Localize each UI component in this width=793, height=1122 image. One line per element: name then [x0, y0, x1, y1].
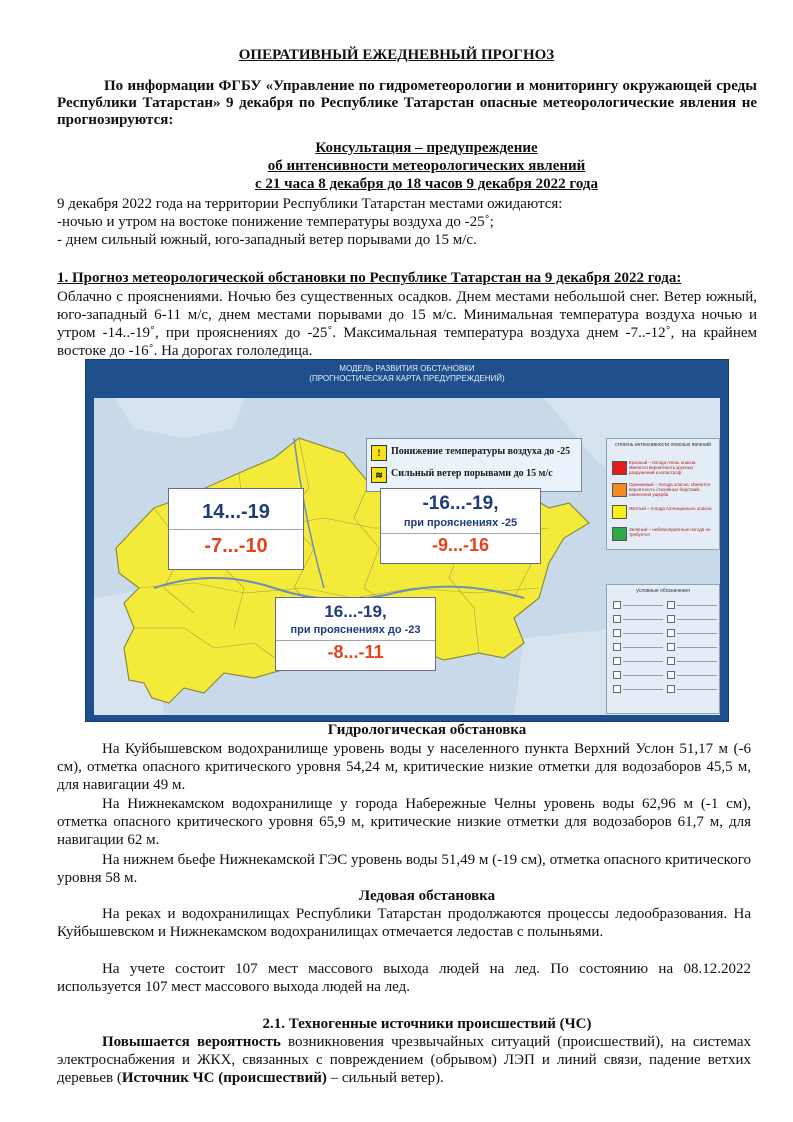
temp-day-value: -7...-10 [204, 535, 268, 557]
warnings-panel [366, 438, 582, 492]
temp-night-value: 14...-19 [202, 501, 270, 523]
symbol-icon [613, 643, 621, 651]
hydro-heading: Гидрологическая обстановка [327, 722, 527, 738]
section-1-text: Облачно с прояснениями. Ночью без существенных осадков. Днем местами небольшой снег. Ветер южный, юго-западный 6-11 м/с, днем местами порывами до 15 м/с. Минимальная температура воздуха ночью и утром -14..-19˚, при прояснениях до -25˚. Максимальная температура воздуха днем -7..-12˚, на крайнем востоке до -16˚. На дорогах гололедица. [57, 289, 757, 359]
forecast-map [85, 359, 729, 722]
symbol-icon [667, 601, 675, 609]
symbol-icon [613, 601, 621, 609]
warning-icon: ! [371, 445, 387, 461]
symbols-legend-title: условные обозначения [636, 588, 690, 594]
consult-heading-3: с 21 часа 8 декабря до 18 часов 9 декабря 2022 года [255, 176, 598, 192]
map-area [94, 398, 720, 715]
intensity-legend-title: степень интенсивности опасных явлений [615, 442, 711, 448]
temp-clear-value: при прояснениях -25 [403, 517, 518, 529]
symbols-legend [606, 584, 720, 714]
symbol-icon [613, 685, 621, 693]
legend-yellow-swatch [612, 505, 627, 519]
temp-box-west [168, 488, 304, 570]
symbol-icon [667, 685, 675, 693]
consult-line: 9 декабря 2022 года на территории Республики Татарстан местами ожидаются: [57, 196, 563, 212]
tech-heading: 2.1. Техногенные источники происшествий (ЧС) [262, 1016, 592, 1032]
consult-heading-1: Консультация – предупреждение [315, 140, 538, 156]
consult-heading-2: об интенсивности метеорологических явлений [267, 158, 586, 174]
ice-paragraph-1: На реках и водохранилищах Республики Татарстан продолжаются процессы ледообразования. На Куйбышевском и Нижнекамском водохранилищах отмечается ледостав с полыньями. [57, 906, 751, 940]
symbol-icon [613, 671, 621, 679]
hydro-paragraph-1: На Куйбышевском водохранилище уровень воды у населенного пункта Верхний Услон 51,17 м (-6 см), отметка опасного критического уровня 54,24 м, критические низкие отметки для водозаборов 45,5 м, для навигации 49 м. [57, 741, 751, 793]
temp-night-value: 16...-19, [324, 602, 387, 621]
warning-wind: Сильный ветер порывами до 15 м/с [391, 468, 553, 479]
wind-icon: ≋ [371, 467, 387, 483]
legend-red-text: Красный – погода очень опасна. Имеются вероятность крупных разрушений и катастроф [629, 460, 697, 475]
map-header: МОДЕЛЬ РАЗВИТИЯ ОБСТАНОВКИ (ПРОГНОСТИЧЕСКАЯ КАРТА ПРЕДУПРЕЖДЕНИЙ) [309, 364, 505, 383]
legend-orange-text: Оранжевый – погода опасна. Имеются вероятность стихийных бедствий, нанесения ущерба [629, 482, 710, 497]
ice-heading: Ледовая обстановка [358, 888, 496, 904]
consult-line: - днем сильный южный, юго-западный ветер порывами до 15 м/с. [57, 232, 477, 248]
temp-box-south [275, 597, 436, 671]
temp-day-value: -8...-11 [327, 642, 384, 662]
symbol-icon [667, 643, 675, 651]
symbol-icon [667, 615, 675, 623]
legend-red-swatch [612, 461, 627, 475]
intensity-legend [606, 438, 720, 550]
symbol-icon [667, 657, 675, 665]
ice-paragraph-2: На учете состоит 107 мест массового выхода людей на лед. По состоянию на 08.12.2022 используется 107 мест массового выхода людей на лед. [57, 961, 751, 995]
warning-cold: Понижение температуры воздуха до -25 [391, 446, 571, 457]
temp-clear-value: при прояснениях до -23 [290, 624, 421, 636]
legend-orange-swatch [612, 483, 627, 497]
tech-paragraph: Повышается вероятность возникновения чрезвычайных ситуаций (происшествий), на системах электроснабжения и ЖКХ, связанных с повреждением (обрывом) ЛЭП и линий связи, падение ветхих деревьев (Источник ЧС (происшествий) – сильный ветер). [57, 1034, 751, 1086]
document-title: ОПЕРАТИВНЫЙ ЕЖЕДНЕВНЫЙ ПРОГНОЗ [238, 47, 555, 63]
symbol-icon [667, 671, 675, 679]
symbol-icon [613, 657, 621, 665]
symbol-icon [613, 629, 621, 637]
hydro-paragraph-2: На Нижнекамском водохранилище у города Набережные Челны уровень воды 62,96 м (-1 см), отметка опасного критического уровня 65,9 м, критические низкие отметки для водозаборов 61,7 м, для навигации 62 м. [57, 796, 751, 848]
legend-yellow-text: Желтый – погода потенциально опасна [629, 506, 712, 511]
consult-line: -ночью и утром на востоке понижение температуры воздуха до -25˚; [57, 214, 494, 230]
temp-night-value: -16...-19, [422, 493, 499, 514]
legend-green-text: Зеленый – неблагоприятные погода не требуется [629, 527, 711, 537]
legend-green-swatch [612, 527, 627, 541]
intro-paragraph: По информации ФГБУ «Управление по гидрометеорологии и мониторингу окружающей среды Республики Татарстан» 9 декабря по Республике Татарстан опасные метеорологические явления не прогнозируются: [57, 78, 757, 128]
hydro-paragraph-3: На нижнем бьефе Нижнекамской ГЭС уровень воды 51,49 м (-19 см), отметка опасного критического уровня 58 м. [57, 852, 751, 886]
temp-day-value: -9...-16 [431, 535, 490, 555]
symbol-icon [667, 629, 675, 637]
section-1-heading: 1. Прогноз метеорологической обстановки по Республике Татарстан на 9 декабря 2022 года: [57, 270, 682, 286]
temp-box-east [380, 488, 541, 564]
symbol-icon [613, 615, 621, 623]
